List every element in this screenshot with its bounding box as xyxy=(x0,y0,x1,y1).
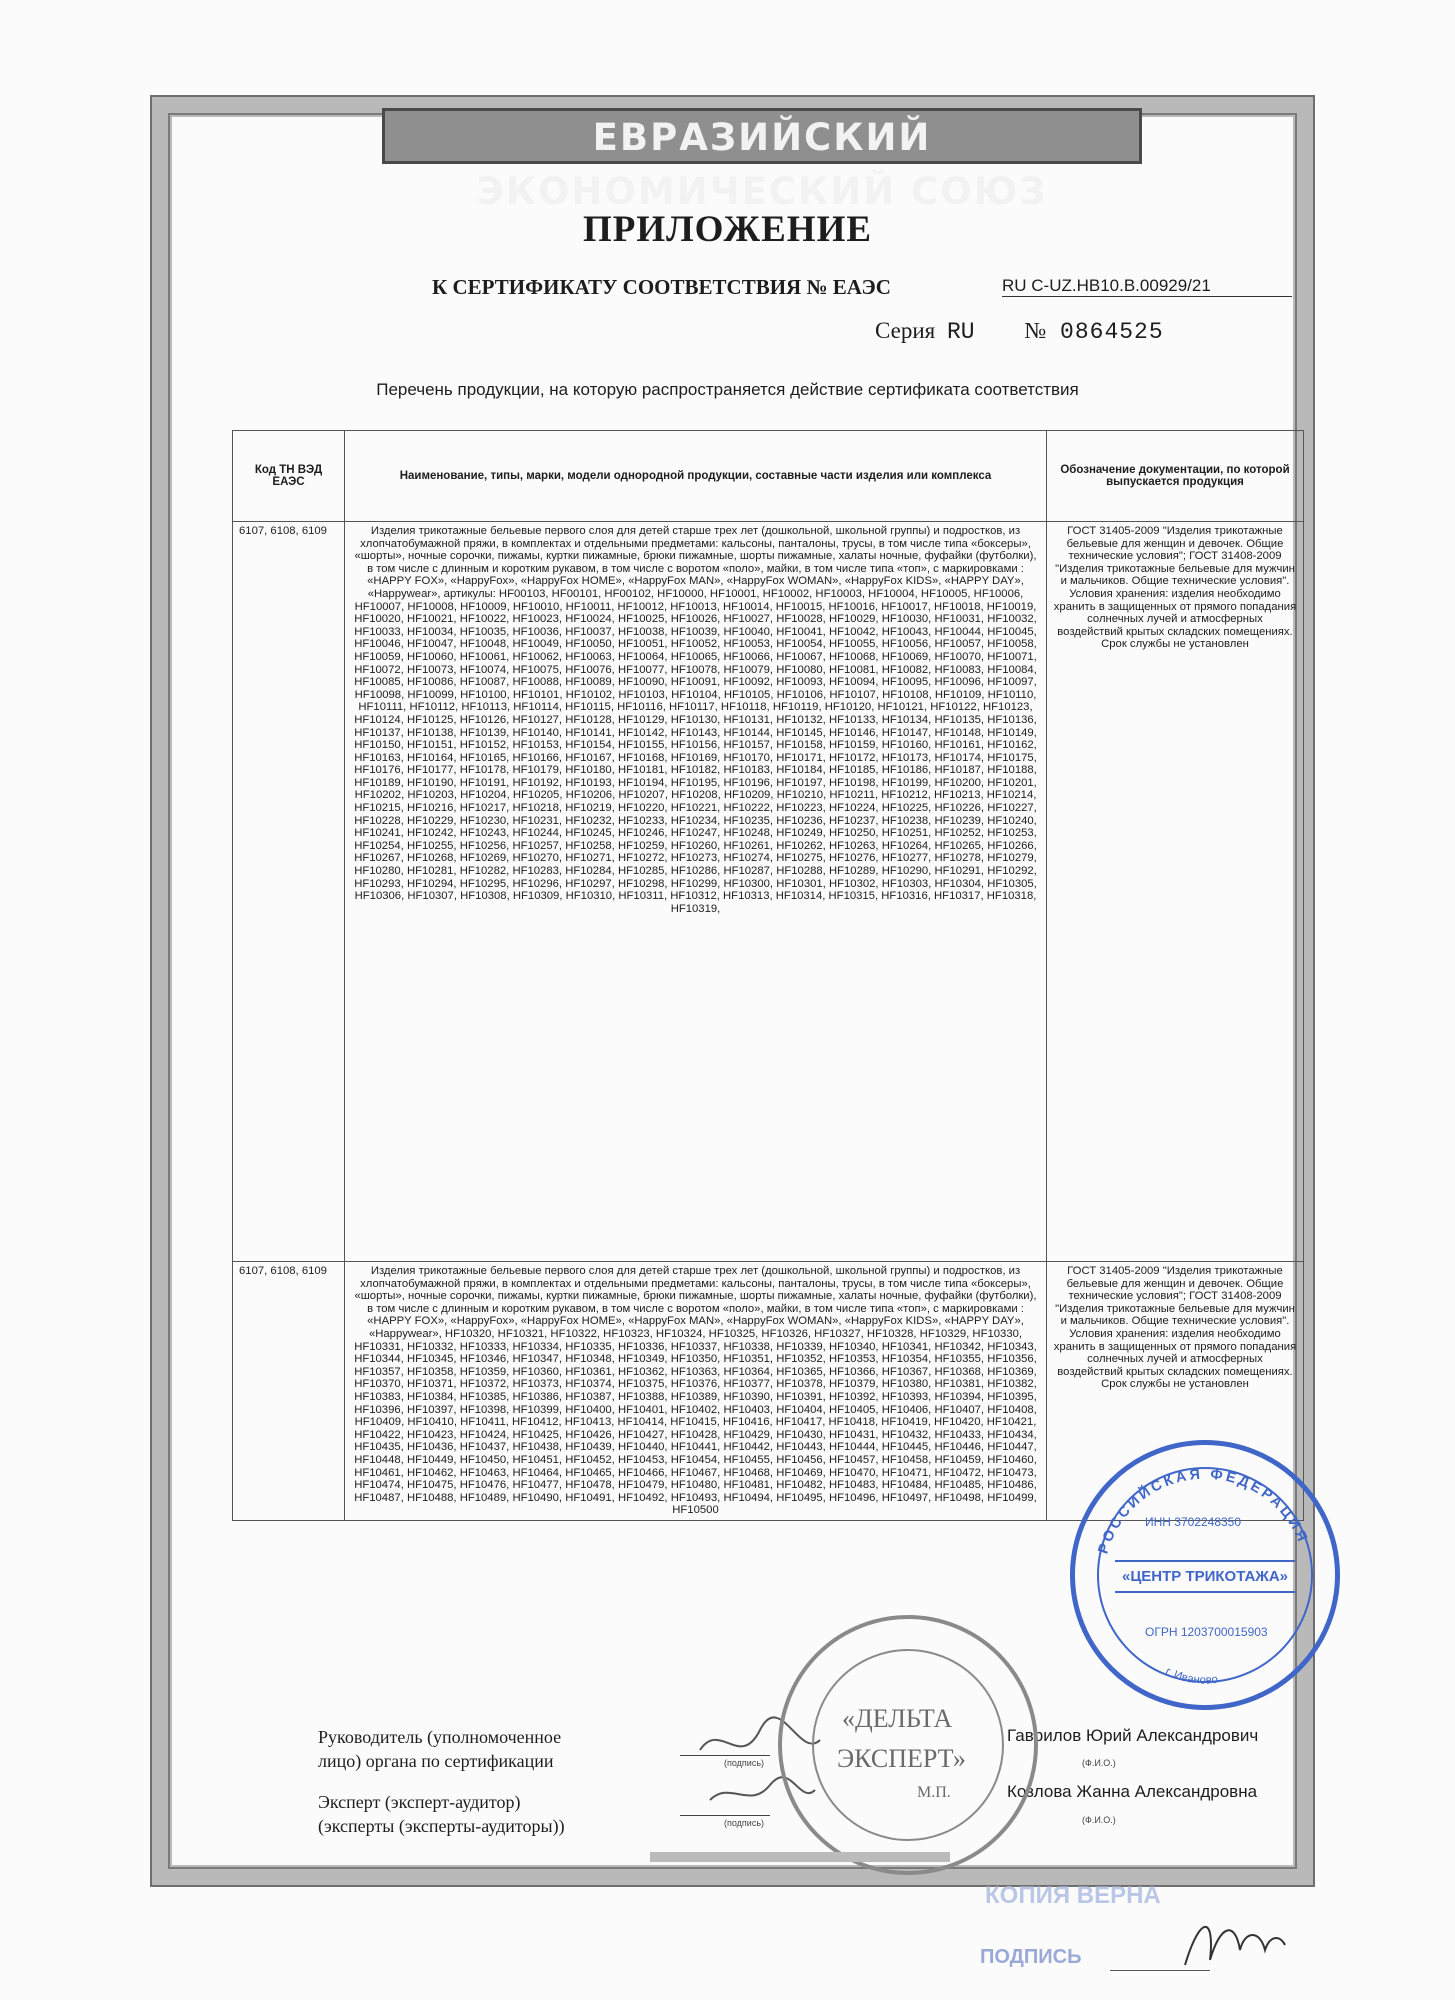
stamp-center-name: «ЦЕНТР ТРИКОТАЖА» xyxy=(1115,1560,1295,1593)
head-label-line1: Руководитель (уполномоченное xyxy=(318,1727,562,1747)
expert-sign-tag: (подпись) xyxy=(724,1818,765,1828)
row-description: Изделия трикотажные бельевые первого слоя для детей старше трех лет (дошкольной, школьной группы) и подростков, из хлопчатобумажной пряжи, в комплектах и отдельными предметами: кальсоны, панталоны, трусы, в том числе типа «боксеры», «шорты», ночные сорочки, пижамы, куртки пижамные, брюки пижамные, шорты пижамные, халаты ночные, фуфайки (футболки), в том числе с длинным и коротким рукавом, в том числе с воротом «поло», майки, в том числе типа «топ», с маркировками : «HAPPY FOX», «HappyFox», «HappyFox HOME», «HappyFox MAN», «HappyFox WOMAN», «HappyFox KIDS», «HAPPY DAY», «Happywear», HF10320, HF10321, HF10322, HF10323, HF10324, HF10325, HF10326, HF10327, HF10328, HF10329, HF10330, HF10331, HF10332, HF10333, HF10334, HF10335, HF10336, HF10337, HF10338, HF10339, HF10340, HF10341, HF10342, HF10343, HF10344, HF10345, HF10346, HF10347, HF10348, HF10349, HF10350, HF10351, HF10352, HF10353, HF10354, HF10355, HF10356, HF10357, HF10358, HF10359, HF10360, HF10361, HF10362, HF10363, HF10364, HF10365, HF10366, HF10367, HF10368, HF10369, HF10370, HF10371, HF10372, HF10373, HF10374, HF10375, HF10376, HF10377, HF10378, HF10379, HF10380, HF10381, HF10382, HF10383, HF10384, HF10385, HF10386, HF10387, HF10388, HF10389, HF10390, HF10391, HF10392, HF10393, HF10394, HF10395, HF10396, HF10397, HF10398, HF10399, HF10400, HF10401, HF10402, HF10403, HF10404, HF10405, HF10406, HF10407, HF10408, HF10409, HF10410, HF10411, HF10412, HF10413, HF10414, HF10415, HF10416, HF10417, HF10418, HF10419, HF10420, HF10421, HF10422, HF10423, HF10424, HF10425, HF10426, HF10427, HF10428, HF10429, HF10430, HF10431, HF10432, HF10433, HF10434, HF10435, HF10436, HF10437, HF10438, HF10439, HF10440, HF10441, HF10442, HF10443, HF10444, HF10445, HF10446, HF10447, HF10448, HF10449, HF10450, HF10451, HF10452, HF10453, HF10454, HF10455, HF10456, HF10457, HF10458, HF10459, HF10460, HF10461, HF10462, HF10463, HF10464, HF10465, HF10466, HF10467, HF10468, HF10469, HF10470, HF10471, HF10472, HF10473, HF10474, HF10475, HF10476, HF10477, HF10478, HF10479, HF10480, HF10481, HF10482, HF10483, HF10484, HF10485, HF10486, HF10487, HF10488, HF10489, HF10490, HF10491, HF10492, HF10493, HF10494, HF10495, HF10496, HF10497, HF10498, HF10499, HF10500 xyxy=(345,1262,1047,1521)
row-code: 6107, 6108, 6109 xyxy=(233,1262,345,1521)
certificate-number: RU C-UZ.НВ10.В.00929/21 xyxy=(1002,276,1292,297)
head-name-tag: (Ф.И.О.) xyxy=(1082,1758,1116,1768)
series-label: Серия xyxy=(875,318,936,343)
expert-signature-label xyxy=(318,1790,565,1838)
row-standard: ГОСТ 31405-2009 "Изделия трикотажные бельевые для женщин и девочек. Общие технические условия"; ГОСТ 31408-2009 "Изделия трикотажные бельевые для мужчин и мальчиков. Общие технические условия". Условия хранения: изделия необходимо хранить в защищенных от прямого попадания солнечных лучей и атмосферных воздействий крытых складских помещениях. Срок службы не установлен xyxy=(1047,522,1304,1262)
head-sign-tag: (подпись) xyxy=(724,1758,765,1768)
series-value: RU xyxy=(946,319,975,345)
table-row xyxy=(233,522,1304,1262)
stamp-city: г. Иваново xyxy=(1163,1665,1219,1687)
bottom-print-strip xyxy=(650,1852,950,1862)
tricot-center-stamp xyxy=(1070,1440,1340,1710)
stamp-ogrn: ОГРН 1203700015903 xyxy=(1145,1625,1268,1639)
table-header-row xyxy=(233,431,1304,522)
delta-expert-stamp xyxy=(778,1615,1038,1875)
copy-signature-icon xyxy=(1180,1905,1290,1975)
certificate-label: К СЕРТИФИКАТУ СООТВЕТСТВИЯ № ЕАЭС xyxy=(432,275,891,299)
expert-name-tag: (Ф.И.О.) xyxy=(1082,1815,1116,1825)
union-banner: ЕВРАЗИЙСКИЙ ЭКОНОМИЧЕСКИЙ СОЮЗ xyxy=(382,108,1142,164)
copy-true-mark: КОПИЯ ВЕРНА xyxy=(985,1882,1161,1909)
stamp-inn: ИНН 3702248350 xyxy=(1145,1515,1242,1529)
stamp-text-line2: ЭКСПЕРТ» xyxy=(837,1744,966,1773)
product-list-caption: Перечень продукции, на которую распространяется действие сертификата соответствия xyxy=(376,380,1079,399)
copy-sign-label: ПОДПИСЬ xyxy=(980,1946,1082,1968)
header-standard: Обозначение документации, по которой выпускается продукция xyxy=(1047,431,1304,522)
number-value: 0864525 xyxy=(1060,319,1164,345)
row-standard: ГОСТ 31405-2009 "Изделия трикотажные бельевые для женщин и девочек. Общие технические условия"; ГОСТ 31408-2009 "Изделия трикотажные бельевые для мужчин и мальчиков. Общие технические условия". Условия хранения: изделия необходимо хранить в защищенных от прямого попадания солнечных лучей и атмосферных воздействий крытых складских помещениях. Срок службы не установлен xyxy=(1047,1262,1304,1521)
certificate-row xyxy=(432,275,1292,300)
product-table xyxy=(232,430,1304,1521)
row-code: 6107, 6108, 6109 xyxy=(233,522,345,1262)
head-name: Гаврилов Юрий Александрович xyxy=(1007,1726,1259,1745)
stamp-arc-country: РОССИЙСКАЯ ФЕДЕРАЦИЯ xyxy=(1095,1466,1312,1556)
stamp-text-line1: «ДЕЛЬТА xyxy=(842,1704,953,1733)
svg-text:г. Иваново xyxy=(1163,1666,1218,1687)
header-code: Код ТН ВЭД ЕАЭС xyxy=(233,431,345,522)
stamp-mp: М.П. xyxy=(917,1784,951,1801)
page-title: ПРИЛОЖЕНИЕ xyxy=(582,209,873,250)
head-label-line2: лицо) органа по сертификации xyxy=(318,1751,554,1771)
expert-name: Козлова Жанна Александровна xyxy=(1007,1782,1258,1801)
row-description: Изделия трикотажные бельевые первого слоя для детей старше трех лет (дошкольной, школьной группы) и подростков, из хлопчатобумажной пряжи, в комплектах и отдельными предметами: кальсоны, панталоны, трусы, в том числе типа «боксеры», «шорты», ночные сорочки, пижамы, куртки пижамные, брюки пижамные, шорты пижамные, халаты ночные, фуфайки (футболки), в том числе с длинным и коротким рукавом, в том числе с воротом «поло», майки, в том числе типа «топ», с маркировками : «HAPPY FOX», «HappyFox», «HappyFox HOME», «HappyFox MAN», «HappyFox WOMAN», «HappyFox KIDS», «HAPPY DAY», «Happywear», артикулы: HF00103, HF00101, HF00102, HF10000, HF10001, HF10002, HF10003, HF10004, HF10005, HF10006, HF10007, HF10008, HF10009, HF10010, HF10011, HF10012, HF10013, HF10014, HF10015, HF10016, HF10017, HF10018, HF10019, HF10020, HF10021, HF10022, HF10023, HF10024, HF10025, HF10026, HF10027, HF10028, HF10029, HF10030, HF10031, HF10032, HF10033, HF10034, HF10035, HF10036, HF10037, HF10038, HF10039, HF10040, HF10041, HF10042, HF10043, HF10044, HF10045, HF10046, HF10047, HF10048, HF10049, HF10050, HF10051, HF10052, HF10053, HF10054, HF10055, HF10056, HF10057, HF10058, HF10059, HF10060, HF10061, HF10062, HF10063, HF10064, HF10065, HF10066, HF10067, HF10068, HF10069, HF10070, HF10071, HF10072, HF10073, HF10074, HF10075, HF10076, HF10077, HF10078, HF10079, HF10080, HF10081, HF10082, HF10083, HF10084, HF10085, HF10086, HF10087, HF10088, HF10089, HF10090, HF10091, HF10092, HF10093, HF10094, HF10095, HF10096, HF10097, HF10098, HF10099, HF10100, HF10101, HF10102, HF10103, HF10104, HF10105, HF10106, HF10107, HF10108, HF10109, HF10110, HF10111, HF10112, HF10113, HF10114, HF10115, HF10116, HF10117, HF10118, HF10119, HF10120, HF10121, HF10122, HF10123, HF10124, HF10125, HF10126, HF10127, HF10128, HF10129, HF10130, HF10131, HF10132, HF10133, HF10134, HF10135, HF10136, HF10137, HF10138, HF10139, HF10140, HF10141, HF10142, HF10143, HF10144, HF10145, HF10146, HF10147, HF10148, HF10149, HF10150, HF10151, HF10152, HF10153, HF10154, HF10155, HF10156, HF10157, HF10158, HF10159, HF10160, HF10161, HF10162, HF10163, HF10164, HF10165, HF10166, HF10167, HF10168, HF10169, HF10170, HF10171, HF10172, HF10173, HF10174, HF10175, HF10176, HF10177, HF10178, HF10179, HF10180, HF10181, HF10182, HF10183, HF10184, HF10185, HF10186, HF10187, HF10188, HF10189, HF10190, HF10191, HF10192, HF10193, HF10194, HF10195, HF10196, HF10197, HF10198, HF10199, HF10200, HF10201, HF10202, HF10203, HF10204, HF10205, HF10206, HF10207, HF10208, HF10209, HF10210, HF10211, HF10212, HF10213, HF10214, HF10215, HF10216, HF10217, HF10218, HF10219, HF10220, HF10221, HF10222, HF10223, HF10224, HF10225, HF10226, HF10227, HF10228, HF10229, HF10230, HF10231, HF10232, HF10233, HF10234, HF10235, HF10236, HF10237, HF10238, HF10239, HF10240, HF10241, HF10242, HF10243, HF10244, HF10245, HF10246, HF10247, HF10248, HF10249, HF10250, HF10251, HF10252, HF10253, HF10254, HF10255, HF10256, HF10257, HF10258, HF10259, HF10260, HF10261, HF10262, HF10263, HF10264, HF10265, HF10266, HF10267, HF10268, HF10269, HF10270, HF10271, HF10272, HF10273, HF10274, HF10275, HF10276, HF10277, HF10278, HF10279, HF10280, HF10281, HF10282, HF10283, HF10284, HF10285, HF10286, HF10287, HF10288, HF10289, HF10290, HF10291, HF10292, HF10293, HF10294, HF10295, HF10296, HF10297, HF10298, HF10299, HF10300, HF10301, HF10302, HF10303, HF10304, HF10305, HF10306, HF10307, HF10308, HF10309, HF10310, HF10311, HF10312, HF10313, HF10314, HF10315, HF10316, HF10317, HF10318, HF10319, xyxy=(345,522,1047,1262)
expert-label-line2: (эксперты (эксперты-аудиторы)) xyxy=(318,1816,565,1836)
number-label: № xyxy=(1024,318,1047,343)
head-signature-label xyxy=(318,1725,561,1773)
series-row xyxy=(875,318,1164,345)
svg-text:РОССИЙСКАЯ ФЕДЕРАЦИЯ xyxy=(1095,1467,1311,1556)
expert-label-line1: Эксперт (эксперт-аудитор) xyxy=(318,1792,521,1812)
header-description: Наименование, типы, марки, модели однородной продукции, составные части изделия или комплекса xyxy=(345,431,1047,522)
